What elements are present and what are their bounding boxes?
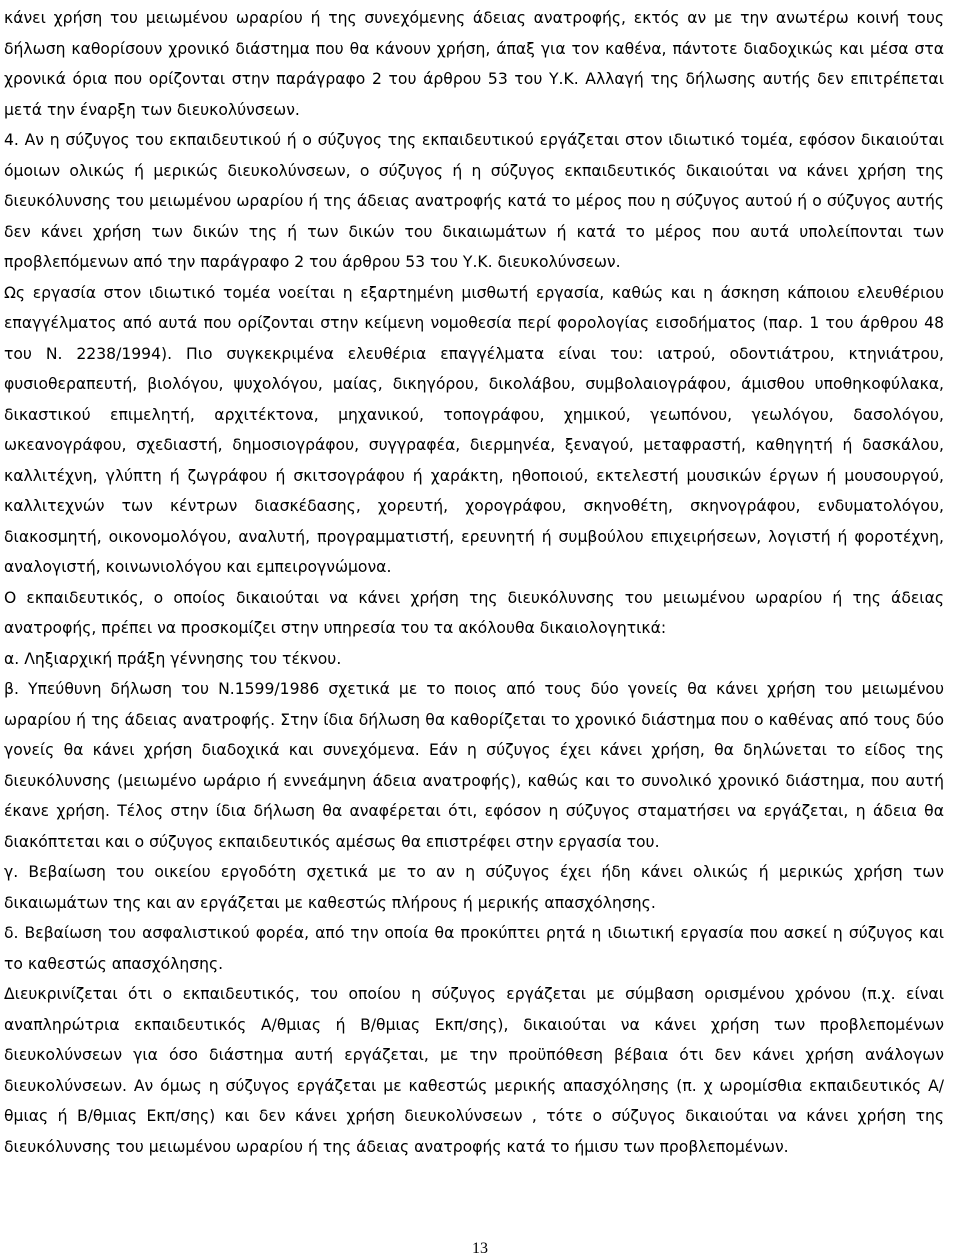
page-number: 13 xyxy=(472,1240,488,1257)
list-item-d: δ. Βεβαίωση του ασφαλιστικού φορέα, από την οποία θα προκύπτει ρητά η ιδιωτική εργασία που ασκεί η σύζυγος και το καθεστώς απασχόλησης. xyxy=(4,924,944,973)
list-item-a: α. Ληξιαρχική πράξη γέννησης του τέκνου. xyxy=(4,649,342,668)
paragraph-item-4: 4. Αν η σύζυγος του εκπαιδευτικού ή ο σύζυγος της εκπαιδευτικού εργάζεται στον ιδιωτικό τομέα, εφόσον δικαιούται όμοιων ολικώς ή μερικώς διευκολύνσεων, ο σύζυγος ή η σύζυγος εκπαιδευτικός δικαιούται να κάνει χρήση της διευκόλυνσης του μειωμένου ωραρίου ή της άδειας ανατροφής κατά το μέρος που η σύζυγος αυτού ή ο σύζυγος αυτής δεν κάνει χρήση των δικών της ή των δικών του δικαιωμάτων ή κατά το μέρος που αυτά υπολείπονται των προβλεπόμενων από την παράγραφο 2 του άρθρου 53 του Υ.Κ. διευκολύνσεων. xyxy=(4,131,944,271)
list-item-c: γ. Βεβαίωση του οικείου εργοδότη σχετικά με το αν η σύζυγος έχει ήδη κάνει ολικώς ή μερικώς χρήση των δικαιωμάτων της και αν εργάζεται με καθεστώς πλήρους ή μερικής απασχόλησης. xyxy=(4,863,944,912)
list-item-b: β. Υπεύθυνη δήλωση του Ν.1599/1986 σχετικά με το ποιος από τους δύο γονείς θα κάνει χρήση του μειωμένου ωραρίου ή της άδειας ανατροφής. Στην ίδια δήλωση θα καθορίζεται το χρονικό διάστημα που ο καθένας από τους δύο γονείς θα κάνει χρήση διαδοχικά και συνεχόμενα. Εάν η σύζυγος έχει κάνει χρήση, θα δηλώνεται το είδος της διευκόλυνσης (μειωμένο ωράριο ή εννεάμηνη άδεια ανατροφής), καθώς και το συνολικό χρονικό διάστημα, που αυτή έκανε χρήση. Τέλος στην ίδια δήλωση θα αναφέρεται ότι, εφόσον η σύζυγος σταματήσει να εργάζεται, η άδεια θα διακόπτεται και ο σύζυγος εκπαιδευτικός αμέσως θα επιστρέφει στην εργασία του. xyxy=(4,680,944,851)
paragraph-clarification: Διευκρινίζεται ότι ο εκπαιδευτικός, του οποίου η σύζυγος εργάζεται με σύμβαση ορισμένου χρόνου (π.χ. είναι αναπληρώτρια εκπαιδευτικός Α/θμιας ή Β/θμιας Εκπ/σης), δικαιούται να κάνει χρήση των προβλεπομένων διευκολύνσεων για όσο διάστημα αυτή εργάζεται, με την προϋπόθεση βέβαια ότι δεν κάνει χρήση ανάλογων διευκολύνσεων. Αν όμως η σύζυγος εργάζεται με καθεστώς μερικής απασχόλησης (π. χ ωρομίσθια εκπαιδευτικός Α/θμιας ή Β/θμιας Εκπ/σης) και δεν κάνει χρήση διευκολύνσεων , τότε ο σύζυγος δικαιούται να κάνει χρήση της διευκόλυνσης του μειωμένου ωραρίου ή της άδειας ανατροφής κατά το ήμισυ των προβλεπομένων. xyxy=(4,985,944,1156)
paragraph-continuation: κάνει χρήση του μειωμένου ωραρίου ή της συνεχόμενης άδειας ανατροφής, εκτός αν με την ανωτέρω κοινή τους δήλωση καθορίσουν χρονικό διάστημα που θα κάνουν χρήση, άπαξ για τον καθένα, πάντοτε διαδοχικώς και μέσα στα χρονικά όρια που ορίζονται στην παράγραφο 2 του άρθρου 53 του Υ.Κ. Αλλαγή της δήλωσης αυτής δεν επιτρέπεται μετά την έναρξη των διευκολύνσεων. xyxy=(4,9,944,119)
body-text xyxy=(4,3,944,1162)
paragraph-private-sector-definition: Ως εργασία στον ιδιωτικό τομέα νοείται η εξαρτημένη μισθωτή εργασία, καθώς και η άσκηση κάποιου ελευθέριου επαγγέλματος από αυτά που ορίζονται στην κείμενη νομοθεσία περί φορολογίας εισοδήματος (παρ. 1 του άρθρου 48 του Ν. 2238/1994). Πιο συγκεκριμένα ελευθέρια επαγγέλματα είναι του: ιατρού, οδοντιάτρου, κτηνιάτρου, φυσιοθεραπευτή, βιολόγου, ψυχολόγου, μαίας, δικηγόρου, δικολάβου, συμβολαιογράφου, άμισθου υποθηκοφύλακα, δικαστικού επιμελητή, αρχιτέκτονα, μηχανικού, τοπογράφου, χημικού, γεωπόνου, γεωλόγου, δασολόγου, ωκεανογράφου, σχεδιαστή, δημοσιογράφου, συγγραφέα, διερμηνέα, ξεναγού, μεταφραστή, καθηγητή ή δασκάλου, καλλιτέχνη, γλύπτη ή ζωγράφου ή σκιτσογράφου ή χαράκτη, ηθοποιού, εκτελεστή μουσικών έργων ή μουσουργού, καλλιτεχνών των κέντρων διασκέδασης, χορευτή, χορογράφου, σκηνοθέτη, σκηνογράφου, ενδυματολόγου, διακοσμητή, οικονομολόγου, αναλυτή, προγραμματιστή, ερευνητή ή συμβούλου επιχειρήσεων, λογιστή ή φοροτέχνη, αναλογιστή, κοινωνιολόγου και εμπειρογνώμονα. xyxy=(4,283,944,576)
paragraph-required-documents-intro: Ο εκπαιδευτικός, ο οποίος δικαιούται να κάνει χρήση της διευκόλυνσης του μειωμένου ωραρίου ή της άδειας ανατροφής, πρέπει να προσκομίζει στην υπηρεσία του τα ακόλουθα δικαιολογητικά: xyxy=(4,588,944,637)
